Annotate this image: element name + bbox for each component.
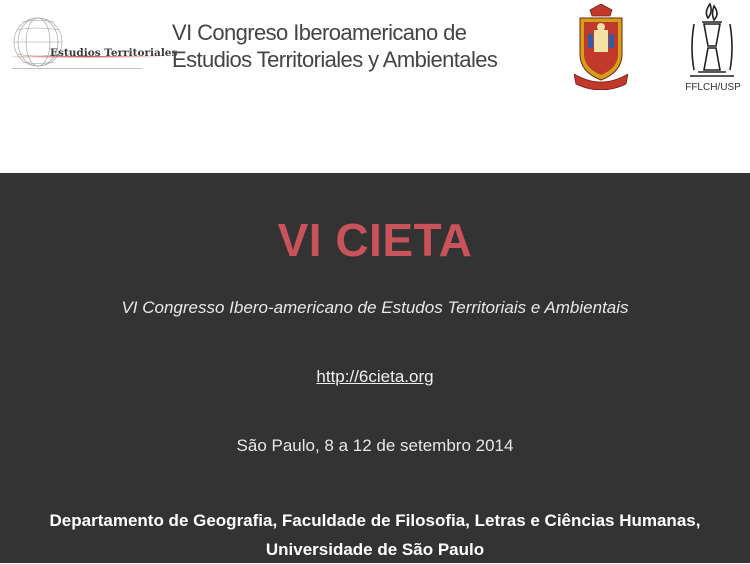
organizer-line1: Departamento de Geografia, Faculdade de Filosofia, Letras e Ciências Humanas, xyxy=(49,511,701,530)
website-link[interactable]: http://6cieta.org xyxy=(316,367,434,386)
logo-label: Estudios Territoriales xyxy=(50,47,178,59)
congress-title-line1: VI Congreso Iberoamericano de xyxy=(172,20,467,45)
fflch-label: FFLCH/USP xyxy=(685,82,741,93)
website-container xyxy=(0,367,750,387)
event-abbreviation: VI CIETA xyxy=(277,214,473,266)
university-shield-icon xyxy=(574,4,628,90)
hero-section xyxy=(0,173,750,563)
page-header xyxy=(0,0,750,173)
event-subtitle: VI Congresso Ibero-americano de Estudos Territoriais e Ambientais xyxy=(121,298,629,317)
organizer xyxy=(0,506,750,564)
congress-title-line2: Estudios Territoriales y Ambientales xyxy=(172,47,498,72)
organizer-line2: Universidade de São Paulo xyxy=(265,540,485,559)
congress-title xyxy=(172,19,497,73)
event-date: São Paulo, 8 a 12 de setembro 2014 xyxy=(236,436,514,455)
